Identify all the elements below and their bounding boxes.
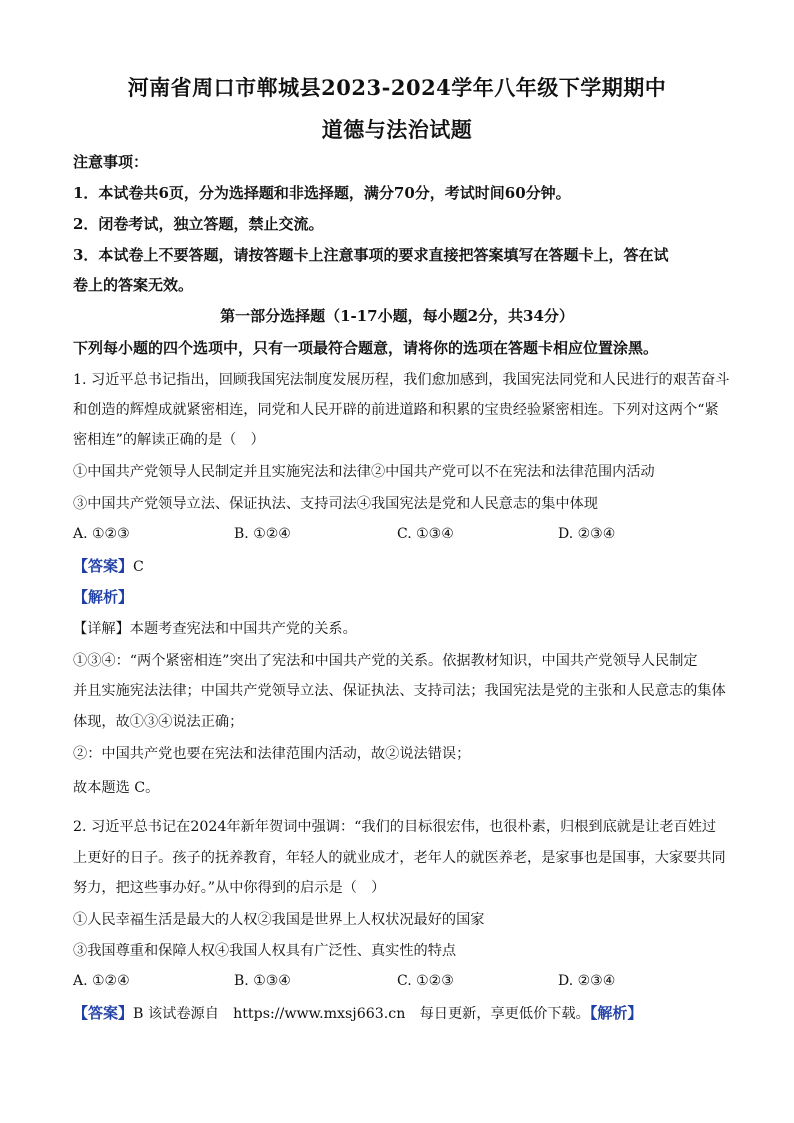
- q2-answer: [73, 1003, 723, 1024]
- q1-explain-line-2: 并且实施宪法法律；中国共产党领导立法、保证执法、支持司法；我国宪法是党的主张和人民意志的集体: [73, 683, 726, 699]
- section-instruction: 下列每小题的四个选项中，只有一项最符合题意，请将你的选项在答题卡相应位置涂黑。: [73, 339, 659, 357]
- section-heading: 第一部分选择题（1-17小题，每小题2分，共34分）: [220, 307, 574, 325]
- analysis-tag: 【解析】: [589, 1004, 643, 1022]
- exam-subtitle: 道德与法治试题: [321, 117, 473, 142]
- answer-tag: 【答案】: [73, 557, 134, 575]
- answer-tag: 【答案】: [73, 1004, 134, 1022]
- q1-option-c: C. ①③④: [397, 526, 454, 542]
- q2-stem-line-3: 努力，把这些事办好。”从中你得到的启示是（ ）: [73, 880, 386, 896]
- notice-heading: 注意事项：: [73, 153, 149, 171]
- notice-item-3-cont: 卷上的答案无效。: [73, 276, 194, 294]
- q2-stem-line-2: 上更好的日子。孩子的抚养教育，年轻人的就业成才，老年人的就医养老，是家事也是国事，大家要共同: [73, 850, 726, 866]
- q2-statement-1: ①人民幸福生活是最大的人权②我国是世界上人权状况最好的国家: [73, 912, 485, 928]
- exam-title: 河南省周口市郸城县2023-2024学年八年级下学期期中: [127, 75, 667, 100]
- q1-analysis-tag: 【解析】: [73, 588, 134, 606]
- notice-item-2: 2．闭卷考试，独立答题，禁止交流。: [73, 215, 324, 233]
- q1-explain-line-1: ①③④：“两个紧密相连”突出了宪法和中国共产党的关系。依据教材知识，中国共产党领导人民制定: [73, 653, 698, 669]
- q2-option-d: D. ②③④: [558, 973, 616, 989]
- q1-answer: [73, 556, 723, 577]
- notice-item-3: 3．本试卷上不要答题，请按答题卡上注意事项的要求直接把答案填写在答题卡上，答在试: [73, 246, 669, 264]
- q1-stem-line-1: 1. 习近平总书记指出，回顾我国宪法制度发展历程，我们愈加感到，我国宪法同党和人民进行的艰苦奋斗: [73, 372, 730, 388]
- notice-item-1: 1．本试卷共6页，分为选择题和非选择题，满分70分，考试时间60分钟。: [73, 184, 571, 202]
- q1-detail: [73, 619, 723, 639]
- q1-option-b: B. ①②④: [234, 526, 291, 542]
- q1-stem-line-2: 和创造的辉煌成就紧密相连，同党和人民开辟的前进道路和积累的宝贵经验紧密相连。下列对这两个“紧: [73, 402, 719, 418]
- q2-stem-line-1: 2. 习近平总书记在2024年新年贺词中强调：“我们的目标很宏伟，也很朴素，归根到底就是让老百姓过: [73, 819, 717, 835]
- q1-option-d: D. ②③④: [558, 526, 616, 542]
- answer-value: C: [133, 559, 144, 575]
- q2-option-c: C. ①②③: [397, 973, 454, 989]
- q1-statement-2: ③中国共产党领导立法、保证执法、支持司法④我国宪法是党和人民意志的集中体现: [73, 496, 598, 512]
- q1-explain-line-3: 体现，故①③④说法正确；: [73, 714, 244, 730]
- q1-explain-line-5: 故本题选 C。: [73, 780, 160, 796]
- q1-stem-line-3: 密相连”的解读正确的是（ ）: [73, 432, 265, 448]
- q1-option-a: A. ①②③: [73, 526, 130, 542]
- q2-option-a: A. ①②④: [73, 973, 130, 989]
- q2-option-b: B. ①③④: [234, 973, 291, 989]
- answer-value: B 该试卷源自 https://www.mxsj663.cn 每日更新，享更低价下载。: [133, 1006, 590, 1022]
- q2-statement-2: ③我国尊重和保障人权④我国人权具有广泛性、真实性的特点: [73, 943, 457, 959]
- q1-explain-line-4: ②：中国共产党也要在宪法和法律范围内活动，故②说法错误；: [73, 746, 471, 762]
- detail-tag: 【详解】: [73, 621, 130, 637]
- detail-text: 本题考查宪法和中国共产党的关系。: [129, 621, 357, 637]
- q1-statement-1: ①中国共产党领导人民制定并且实施宪法和法律②中国共产党可以不在宪法和法律范围内活动: [73, 464, 655, 480]
